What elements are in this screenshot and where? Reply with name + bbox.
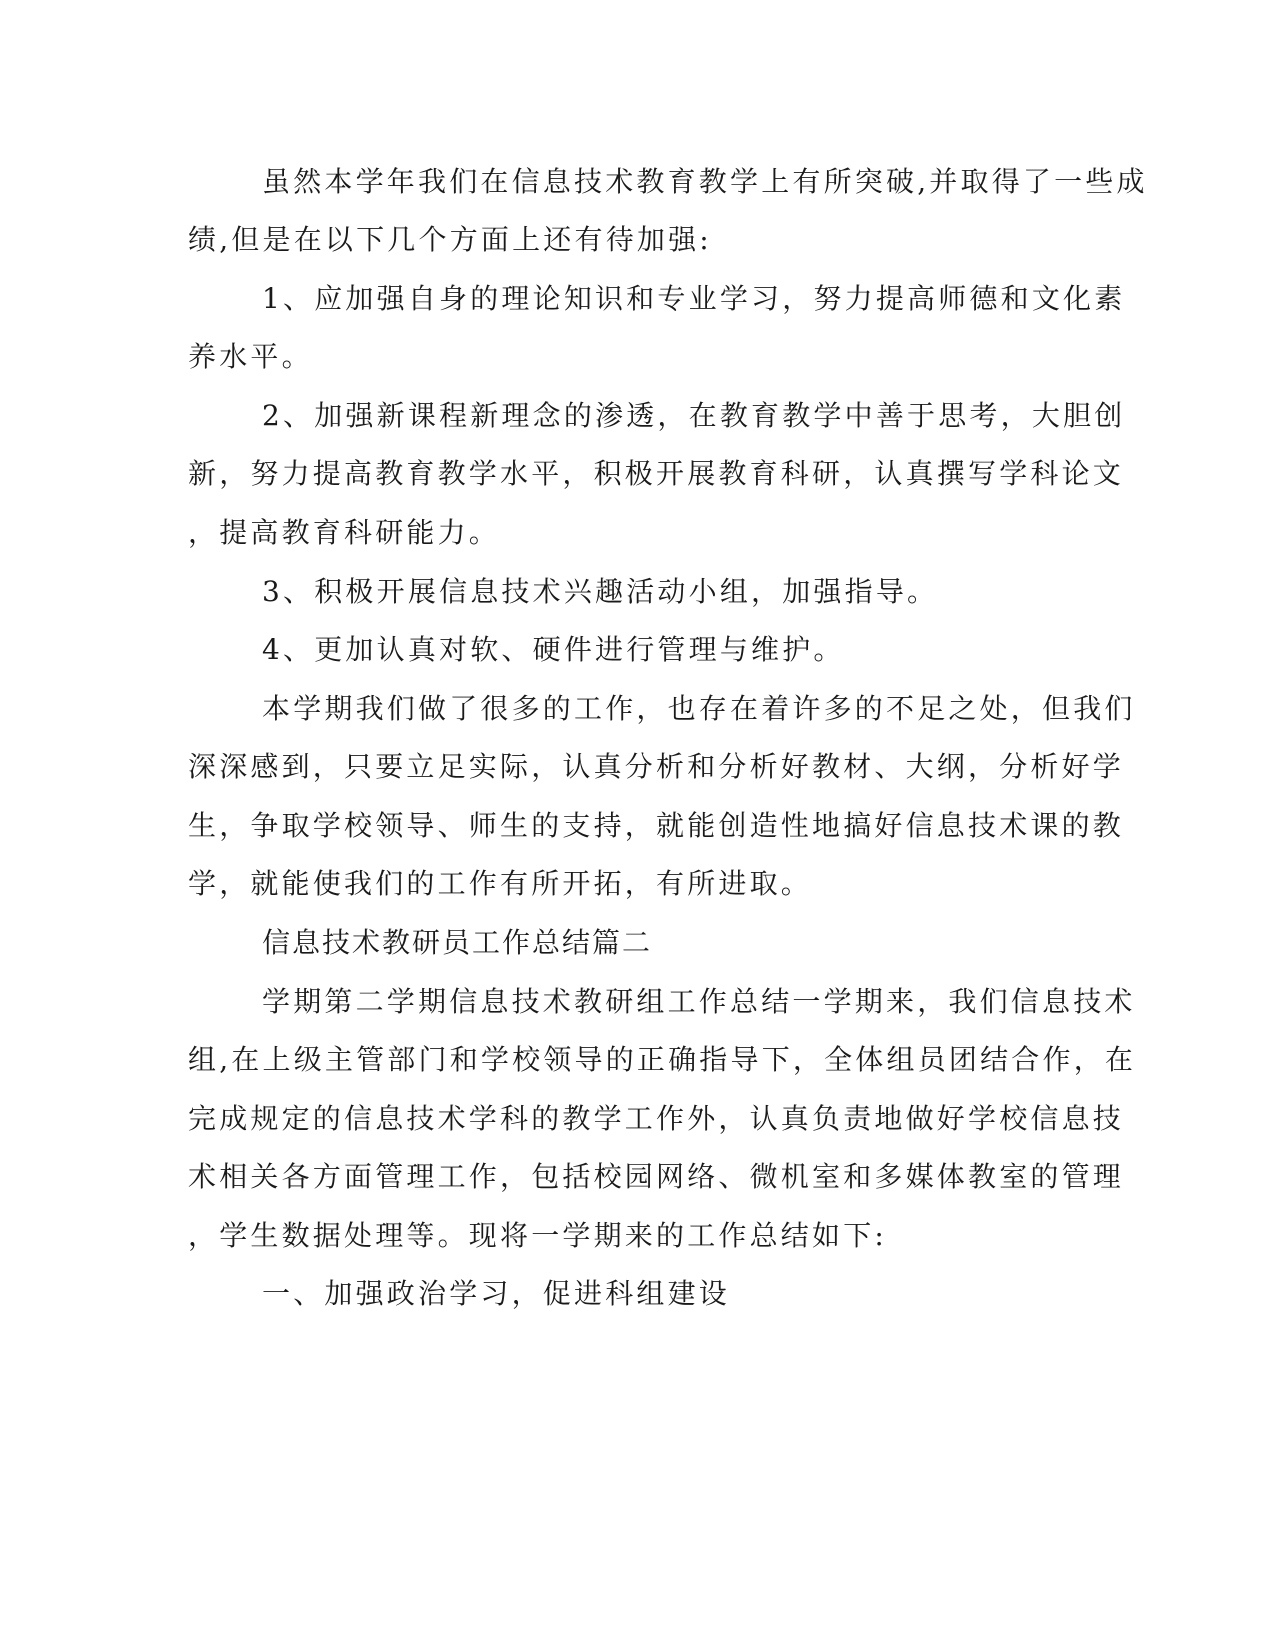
text-line: 术相关各方面管理工作，包括校园网络、微机室和多媒体教室的管理: [188, 1160, 1125, 1193]
text-line: 学，就能使我们的工作有所开拓，有所进取。: [188, 867, 813, 900]
text-line: 组,在上级主管部门和学校领导的正确指导下，全体组员团结合作，在: [188, 1043, 1137, 1076]
text-line: 生，争取学校领导、师生的支持，就能创造性地搞好信息技术课的教: [188, 809, 1125, 842]
text-line: 3、积极开展信息技术兴趣活动小组，加强指导。: [262, 575, 939, 608]
text-line: 本学期我们做了很多的工作，也存在着许多的不足之处，但我们: [262, 692, 1136, 725]
text-line: 2、加强新课程新理念的渗透，在教育教学中善于思考，大胆创: [262, 399, 1126, 432]
section-heading: 信息技术教研员工作总结篇二: [262, 926, 653, 959]
text-line: 完成规定的信息技术学科的教学工作外，认真负责地做好学校信息技: [188, 1102, 1125, 1135]
text-line: 1、应加强自身的理论知识和专业学习，努力提高师德和文化素: [262, 282, 1126, 315]
text-line: 养水平。: [188, 340, 313, 373]
section-heading: 一、加强政治学习，促进科组建设: [262, 1277, 731, 1310]
text-line: ，提高教育科研能力。: [188, 516, 501, 549]
text-line: 新，努力提高教育教学水平，积极开展教育科研，认真撰写学科论文: [188, 457, 1125, 490]
text-line: 绩,但是在以下几个方面上还有待加强:: [188, 223, 712, 256]
text-line: 深深感到，只要立足实际，认真分析和分析好教材、大纲，分析好学: [188, 750, 1125, 783]
text-line: 虽然本学年我们在信息技术教育教学上有所突破,并取得了一些成: [262, 165, 1148, 198]
text-line: 4、更加认真对软、硬件进行管理与维护。: [262, 633, 845, 666]
text-line: ，学生数据处理等。现将一学期来的工作总结如下:: [188, 1219, 888, 1252]
text-line: 学期第二学期信息技术教研组工作总结一学期来，我们信息技术: [262, 985, 1136, 1018]
